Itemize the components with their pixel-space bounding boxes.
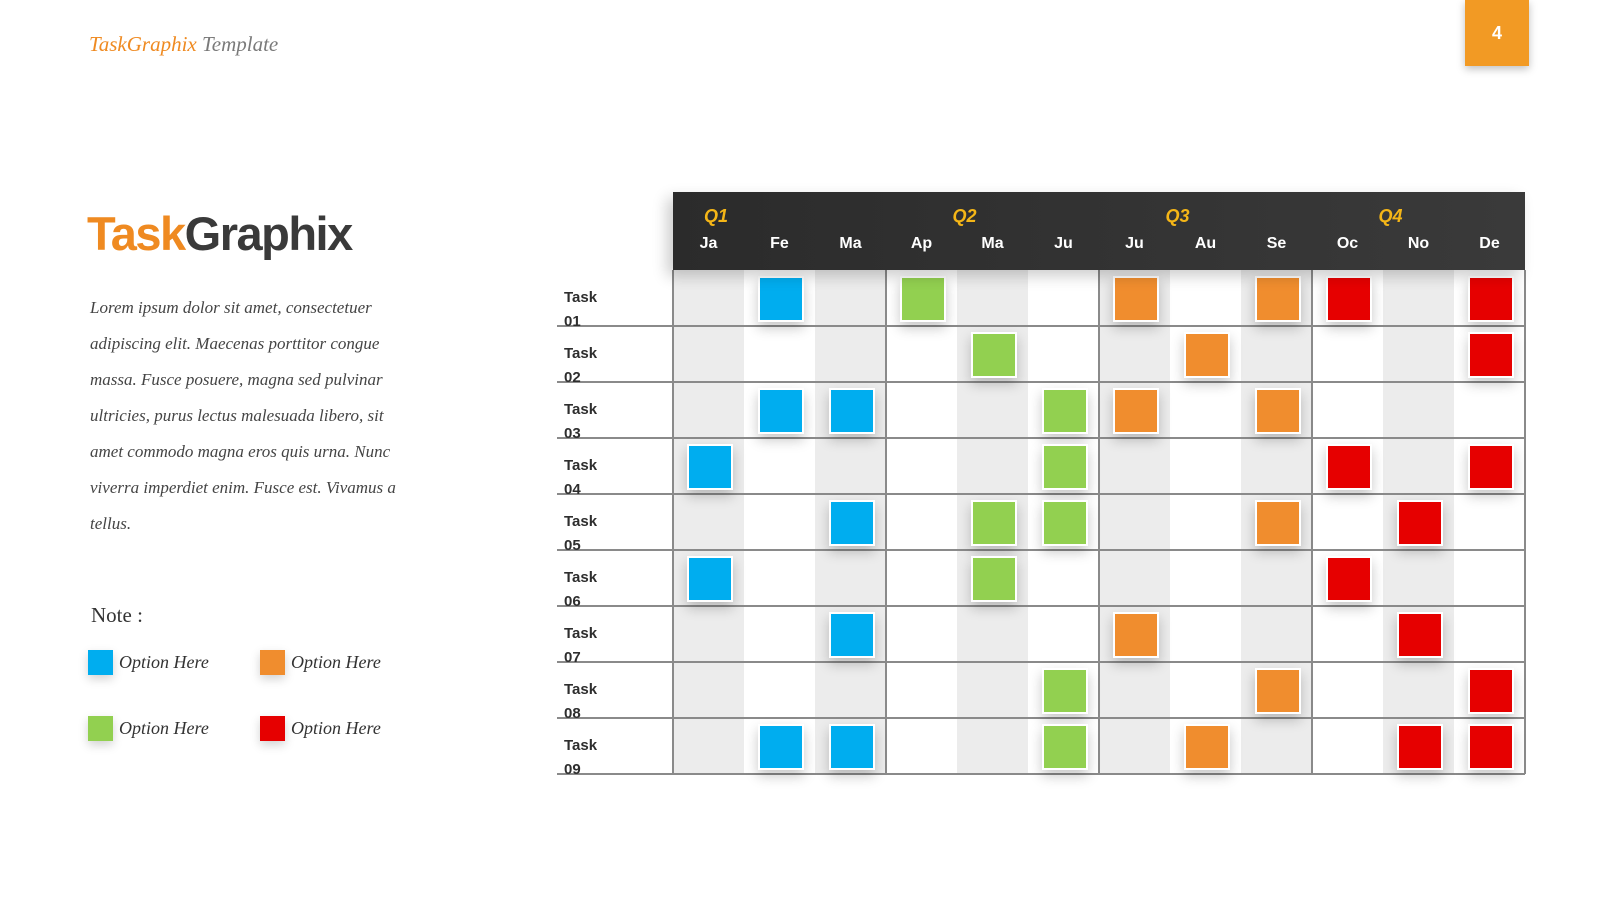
task-cell-orange <box>1184 724 1230 770</box>
task-cell-green <box>1042 444 1088 490</box>
month-column-band <box>673 270 744 774</box>
note-label: Note : <box>91 603 143 627</box>
month-label: Ja <box>699 235 718 252</box>
header-title <box>89 32 278 57</box>
task-cell-red <box>1326 276 1372 322</box>
month-label: Ma <box>839 235 862 252</box>
task-label: Task 04 <box>564 457 598 498</box>
legend-item-green <box>88 716 209 741</box>
task-cell-green <box>1042 388 1088 434</box>
task-label: Task 02 <box>564 345 598 386</box>
task-cell-blue <box>758 388 804 434</box>
quarter-divider <box>1098 270 1100 774</box>
task-cell-red <box>1468 668 1514 714</box>
task-cell-blue <box>687 556 733 602</box>
task-cell-red <box>1468 332 1514 378</box>
task-cell-orange <box>1113 612 1159 658</box>
task-label: Task 09 <box>564 737 598 778</box>
task-cell-green <box>971 500 1017 546</box>
month-column-band <box>1099 270 1170 774</box>
task-label: Task 03 <box>564 401 598 442</box>
task-cell-red <box>1397 724 1443 770</box>
legend-swatch-red <box>260 716 285 741</box>
task-cell-green <box>971 556 1017 602</box>
title-part-a: Task <box>87 207 185 260</box>
row-divider <box>557 437 1525 439</box>
row-divider <box>557 493 1525 495</box>
row-divider <box>557 605 1525 607</box>
task-cell-green <box>1042 724 1088 770</box>
quarter-divider <box>672 270 674 774</box>
task-cell-orange <box>1255 388 1301 434</box>
task-label: Task 01 <box>564 289 598 330</box>
month-label: Ma <box>981 235 1004 252</box>
task-cell-orange <box>1255 500 1301 546</box>
task-cell-blue <box>829 612 875 658</box>
legend-label: Option Here <box>291 652 381 672</box>
task-cell-orange <box>1113 388 1159 434</box>
task-cell-orange <box>1255 668 1301 714</box>
task-cell-orange <box>1255 276 1301 322</box>
task-cell-blue <box>687 444 733 490</box>
page-title <box>87 206 352 261</box>
task-label: Task 07 <box>564 625 598 666</box>
task-cell-orange <box>1184 332 1230 378</box>
quarter-label: Q4 <box>1378 206 1403 226</box>
legend-label: Option Here <box>119 718 209 738</box>
task-cell-blue <box>758 276 804 322</box>
quarter-label: Q1 <box>703 206 728 226</box>
row-divider <box>557 325 1525 327</box>
month-label: Oc <box>1336 235 1359 252</box>
legend-swatch-orange <box>260 650 285 675</box>
task-cell-red <box>1468 724 1514 770</box>
task-cell-blue <box>829 388 875 434</box>
legend-label: Option Here <box>119 652 209 672</box>
month-label: Ju <box>1054 235 1073 252</box>
task-cell-green <box>1042 500 1088 546</box>
task-cell-red <box>1397 500 1443 546</box>
header-brand: TaskGraphix <box>89 32 197 56</box>
quarter-divider <box>885 270 887 774</box>
legend-swatch-blue <box>88 650 113 675</box>
month-label: Ap <box>910 235 933 252</box>
task-cell-blue <box>758 724 804 770</box>
task-label: Task 05 <box>564 513 598 554</box>
row-divider <box>557 773 1525 775</box>
task-cell-red <box>1326 444 1372 490</box>
task-cell-blue <box>829 500 875 546</box>
quarter-label: Q3 <box>1165 206 1190 226</box>
legend-swatch-green <box>88 716 113 741</box>
legend-item-red <box>260 716 381 741</box>
month-label: No <box>1407 235 1430 252</box>
month-label: Au <box>1194 235 1217 252</box>
title-part-b: Graphix <box>184 207 352 260</box>
task-cell-green <box>971 332 1017 378</box>
body-paragraph: Lorem ipsum dolor sit amet, consectetuer adipiscing elit. Maecenas porttitor congue massa. Fusce posuere, magna sed pulvinar ultricies, purus lectus malesuada libero, sit amet commodo magna eros quis urna. Nunc viverra imperdiet enim. Fusce est. Vivamus a tellus. <box>90 298 396 533</box>
task-cell-red <box>1468 276 1514 322</box>
legend-label: Option Here <box>291 718 381 738</box>
task-label: Task 06 <box>564 569 598 610</box>
task-cell-green <box>1042 668 1088 714</box>
row-divider <box>557 549 1525 551</box>
schedule-header-bar <box>673 192 1525 270</box>
task-cell-red <box>1397 612 1443 658</box>
row-divider <box>557 661 1525 663</box>
month-label: Fe <box>770 235 789 252</box>
month-label: Se <box>1266 235 1287 252</box>
task-cell-orange <box>1113 276 1159 322</box>
month-label: Ju <box>1125 235 1144 252</box>
quarter-divider <box>1311 270 1313 774</box>
row-divider <box>557 717 1525 719</box>
quarter-label: Q2 <box>952 206 977 226</box>
quarter-divider <box>1524 270 1526 774</box>
header-suffix: Template <box>196 32 279 56</box>
legend-item-orange <box>260 650 381 675</box>
task-label: Task 08 <box>564 681 598 722</box>
task-cell-blue <box>829 724 875 770</box>
task-cell-red <box>1326 556 1372 602</box>
legend-item-blue <box>88 650 209 675</box>
page-number-badge: 4 <box>1465 0 1529 66</box>
month-label: De <box>1479 235 1500 252</box>
task-cell-green <box>900 276 946 322</box>
task-cell-red <box>1468 444 1514 490</box>
row-divider <box>557 381 1525 383</box>
